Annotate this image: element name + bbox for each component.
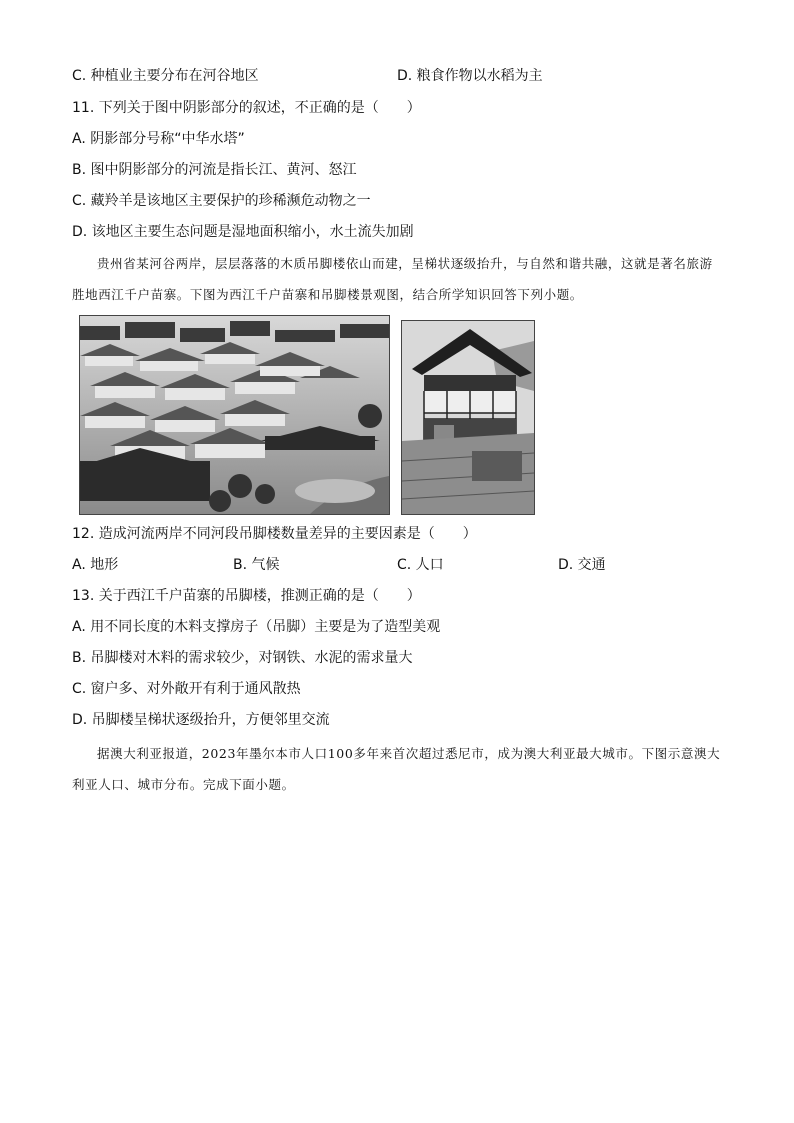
q10-option-d: D. 粮食作物以水稻为主 bbox=[397, 68, 543, 84]
q11-option-d: D. 该地区主要生态问题是湿地面积缩小，水土流失加剧 bbox=[72, 224, 414, 240]
q13-stem: 13. 关于西江千户苗寨的吊脚楼，推测正确的是（ ） bbox=[72, 588, 421, 604]
stilt-house-photo bbox=[401, 320, 535, 515]
q12-option-b: B. 气候 bbox=[233, 557, 280, 573]
q12-option-a: A. 地形 bbox=[72, 557, 119, 573]
q11-option-b: B. 图中阴影部分的河流是指长江、黄河、怒江 bbox=[72, 162, 357, 178]
xijiang-village-photo bbox=[79, 315, 390, 515]
q13-option-c: C. 窗户多、对外敞开有利于通风散热 bbox=[72, 681, 301, 697]
q10-option-c: C. 种植业主要分布在河谷地区 bbox=[72, 68, 259, 84]
q11-option-c: C. 藏羚羊是该地区主要保护的珍稀濒危动物之一 bbox=[72, 193, 371, 209]
q11-stem: 11. 下列关于图中阴影部分的叙述，不正确的是（ ） bbox=[72, 100, 421, 116]
q12-option-d: D. 交通 bbox=[558, 557, 606, 573]
q11-option-a: A. 阴影部分号称“中华水塔” bbox=[72, 131, 245, 147]
q13-option-b: B. 吊脚楼对木料的需求较少，对钢铁、水泥的需求量大 bbox=[72, 650, 413, 666]
passage-xijiang: 贵州省某河谷两岸，层层落落的木质吊脚楼依山而建，呈梯状逐级抬升，与自然和谐共融，这就是著名旅游胜地西江千户苗寨。下图为西江千户苗寨和吊脚楼景观图，结合所学知识回答下列小题。 bbox=[72, 256, 713, 302]
village-illustration bbox=[80, 316, 389, 514]
q12-option-c: C. 人口 bbox=[397, 557, 444, 573]
q13-option-a: A. 用不同长度的木料支撑房子（吊脚）主要是为了造型美观 bbox=[72, 619, 441, 635]
passage-australia: 据澳大利亚报道，2023年墨尔本市人口100多年来首次超过悉尼市，成为澳大利亚最大城市。下图示意澳大利亚人口、城市分布。完成下面小题。 bbox=[72, 746, 721, 792]
stilt-house-illustration bbox=[402, 321, 534, 514]
q12-stem: 12. 造成河流两岸不同河段吊脚楼数量差异的主要因素是（ ） bbox=[72, 526, 477, 542]
q13-option-d: D. 吊脚楼呈梯状逐级抬升，方便邻里交流 bbox=[72, 712, 330, 728]
